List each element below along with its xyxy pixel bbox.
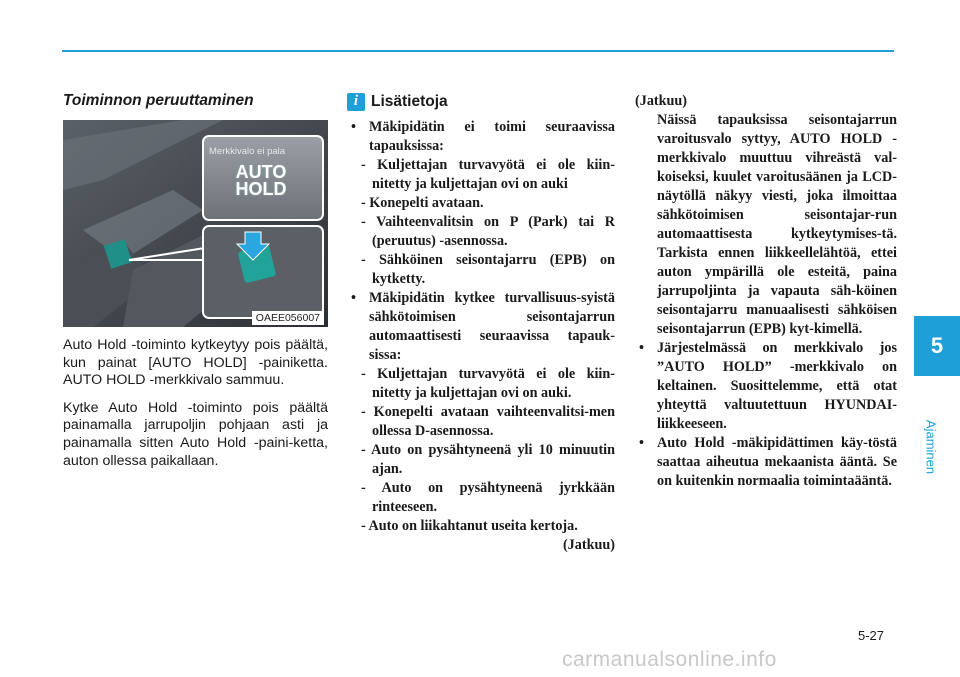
section-heading: Toiminnon peruuttaminen [63, 92, 254, 109]
info-bullet-2-item: - Auto on pysähtyneenä yli 10 minuutin ajan. [361, 442, 615, 477]
info-bullet-2-item: - Auto on pysähtyneenä jyrkkään rinteeseen. [361, 480, 615, 515]
chapter-title-wrap [919, 392, 943, 502]
info-bullet-2-item: - Auto on liikahtanut useita kertoja. [361, 518, 578, 534]
continued-heading: (Jatkuu) [635, 93, 688, 109]
right-column [635, 92, 897, 491]
paragraph-2: Kytke Auto Hold -toiminto pois päältä painamalla jarrupoljin pohjaan asti ja painamalla sitten Auto Hold -paini-ketta, auton ollessa paikallaan. [63, 399, 328, 469]
auto-hold-figure [63, 120, 328, 327]
chapter-title: Ajaminen [923, 419, 939, 475]
info-bullet-2-item: - Konepelti avataan vaihteenvalitsi-men ollessa D-asennossa. [361, 404, 615, 439]
left-column [63, 92, 328, 470]
info-bullet-1: • Mäkipidätin ei toimi seuraavissa tapauksissa: [347, 118, 615, 156]
info-icon: i [347, 93, 365, 111]
right-bullet-2: • Auto Hold -mäkipidättimen käy-töstä saattaa aiheutua mekaanista ääntä. Se on kuitenkin normaalia toimintaääntä. [635, 434, 897, 491]
paragraph-1: Auto Hold -toiminto kytkeytyy pois päältä, kun painat [AUTO HOLD] -painiketta. AUTO HOLD -merkkivalo sammuu. [63, 337, 328, 389]
info-bullet-1-item: - Kuljettajan turvavyötä ei ole kiin-nitetty ja kuljettajan ovi on auki [361, 157, 615, 192]
info-bullet-1-item: - Vaihteenvalitsin on P (Park) tai R (peruutus) -asennossa. [361, 214, 615, 249]
page-number: 5-27 [858, 628, 885, 643]
info-title: Lisätietoja [371, 93, 448, 110]
chapter-tab[interactable] [914, 316, 960, 376]
info-bullet-1-item: - Konepelti avataan. [361, 195, 484, 211]
console-illustration [63, 120, 328, 327]
info-bullet-1-item: - Sähköinen seisontajarru (EPB) on kytketty. [361, 252, 615, 287]
header-rule [62, 50, 894, 52]
continued-label: (Jatkuu) [562, 537, 615, 553]
chapter-number: 5 [930, 333, 944, 358]
watermark: carmanualsonline.info [562, 648, 777, 671]
info-bullet-2: • Mäkipidätin kytkee turvallisuus-syistä sähkötoimisen seisontajarrun automaattisesti seuraavissa tapauk-sissa: [347, 289, 615, 365]
popup-auto-hold-word: AUTO HOLD [235, 162, 287, 199]
popup-label: Merkkivalo ei pala [209, 146, 286, 157]
right-paragraph: Näissä tapauksissa seisontajarrun varoitusvalo syttyy, AUTO HOLD -merkkivalo muuttuu vihreästä val-koiseksi, kuulet varoitusäänen ja LCD-näytöllä näkyy viesti, joka ilmoittaa sähkötoimisen seisontajar-run automaattisesta kytkeytymises-tä. Tarkista ennen liikkeellelähtöä, ettei auton ympärillä ole esteitä, paina jarrupoljinta ja vapauta säh-köinen seisontajarru manuaalisesti sähköisen seisontajarrun (EPB) kyt-kimellä. [657, 112, 897, 337]
right-bullet-1: • Järjestelmässä on merkkivalo jos ”AUTO HOLD” -merkkivalo on keltainen. Suosittelemme, että otat yhteyttä valtuutettuun HYUNDAI-liikkeeseen. [635, 339, 897, 434]
info-column [347, 92, 615, 555]
figure-code: OAEE056007 [252, 311, 324, 325]
info-bullet-2-item: - Kuljettajan turvavyötä ei ole kiin-nitetty ja kuljettajan ovi on auki. [361, 366, 615, 401]
info-header [347, 92, 615, 111]
